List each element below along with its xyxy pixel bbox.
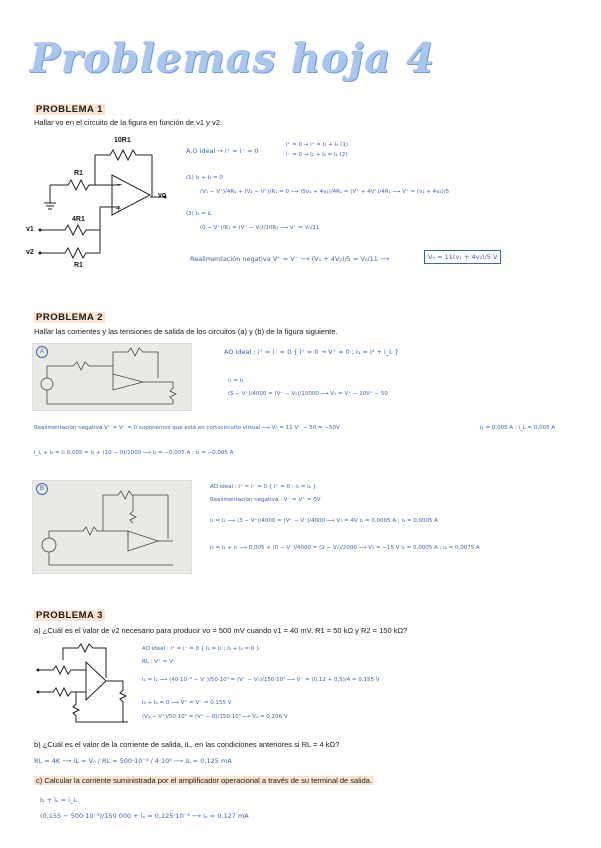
p1-work-7: (0 − V⁻)/R₁ = (V⁻ − V₀)/10R₁ ⟶ V⁻ = V₀/11 bbox=[200, 225, 320, 231]
p3a-work-1: AO ideal : i⁺ = i⁻ = 0 { I₁ = I₂ ; I₃ + I₄ = 0 } bbox=[142, 646, 260, 652]
figure-b-marker: B bbox=[36, 483, 48, 495]
label-4r1: 4R1 bbox=[72, 216, 85, 223]
problem-2-heading: PROBLEMA 2 bbox=[36, 312, 103, 323]
p2a-work-3: (5 − V⁻)/4000 = (V⁻ − V₀)/10000 ⟶ V₀ = V⁺ − 10V⁺ − 50 bbox=[228, 391, 388, 397]
p3a-work-4: I₃ + I₄ = 0 ⟶ V⁺ = V⁻ = 0,155 V bbox=[142, 700, 232, 706]
p1-work-4: (1) I₃ + I₄ = 0 bbox=[186, 175, 223, 181]
p1-work-5: (V₁ − V⁺)/4R₁ + (V₂ − V⁺)/R₁ = 0 ⟶ (5v₁ + 4v₂)/4R₁ = (V⁺ + 4V⁺)/4R₁ ⟶ V⁺ = (v₁ + 4v₂)/5 bbox=[200, 189, 450, 195]
p3b-work: RL = 4K ⟶ iL = V₀ / RL = 500·10⁻³ / 4·10³ ⟶ iL = 0,125 mA bbox=[34, 757, 232, 765]
circuit-1-diagram bbox=[40, 135, 170, 275]
p2a-work-4: Realimentación negativa V⁺ = V⁻ = 0 suponemos que está en cortocircuito virtual ⟶ V₀ = 11 V⁻ − 50 = −50V bbox=[34, 425, 340, 431]
p1-result-box: V₀ = 11(v₁ + 4v₂)/5 V bbox=[424, 250, 501, 264]
problem-2-statement: Hallar las corrientes y las tensiones de salida de los circuitos (a) y (b) de la figura siguiente. bbox=[34, 327, 338, 336]
label-v2: v2 bbox=[26, 249, 34, 256]
page-title: Problemas hoja 4 bbox=[30, 35, 436, 82]
circuit-b-photo bbox=[32, 480, 192, 574]
p3c-work-2: (0,155 − 500·10⁻³)/150 000 + iₒ = 0,125·10⁻³ ⟶ iₒ = 0,127 mA bbox=[40, 812, 249, 820]
p2b-work-2: Realimentación negativa : V⁻ = V⁺ = 0V bbox=[210, 497, 321, 503]
label-r1: R1 bbox=[74, 170, 83, 177]
problem-1-statement: Hallar vo en el circuito de la figura en función de v1 y v2. bbox=[34, 118, 223, 127]
problem-1-heading: PROBLEMA 1 bbox=[36, 104, 103, 115]
svg-text:−: − bbox=[116, 180, 123, 189]
p1-work-2: i⁺ = 0 → i⁺ = I₃ + I₄ (1) bbox=[286, 142, 348, 148]
p3a-work-5: (V₂ − V⁺)/50·10³ = (V⁺ − 0)/150·10³ ⟶ V₂ = 0,206 V bbox=[142, 714, 288, 720]
p2a-work-5: i₁ = 0,005 A ; i_L = 0,005 A bbox=[480, 425, 556, 431]
p2a-work-1: AO ideal : i⁺ = i⁻ = 0 { i⁺ = 0 → V⁺ = 0 ; i₁ = i² + i_L } bbox=[224, 348, 399, 356]
p3c-work-1: I₂ + iₒ = i_L bbox=[40, 796, 77, 804]
p1-work-8: Realimentación negativa V⁺ = V⁻ ⟶ (V₁ + 4V₂)/5 = V₀/11 ⟶ bbox=[190, 255, 390, 263]
label-vo: vo bbox=[158, 192, 167, 199]
p2b-work-4: i₃ = i₂ + i₁ ⟶ 0,005 + (0 − V⁻)/4000 = (2 − V₀)/2000 ⟶ V₀ = −15 V i₁ = 0,0005 A ; i₂ = 0,0075 A bbox=[210, 545, 480, 551]
circuit-a-photo bbox=[32, 343, 192, 411]
p3a-work-2: RL : V⁺ = V⁻ bbox=[142, 659, 176, 665]
p3a-work-3: I₁ = I₂ ⟶ (40·10⁻³ − V⁻)/50·10³ = (V⁻ − V₀)/150·10³ ⟶ V⁻ = (0,12 + 0,5)/4 = 0,155 V bbox=[142, 677, 380, 683]
p1-work-1: A.O ideal → i⁺ = i⁻ = 0 bbox=[186, 147, 259, 155]
p2b-work-3: i₁ = i₂ ⟶ (3 − V⁺)/4000 = (V⁺ − V⁻)/4000 ⟶ V₀ = 4V i₁ = 0,0005 A ; i₂ = 0,0005 A bbox=[210, 518, 439, 524]
problem-3-question-a: a) ¿Cuál es el valor de v2 necesario para producir vo = 500 mV cuando v1 = 40 mV, R1 = 50 kΩ y R2 = 150 kΩ? bbox=[34, 626, 408, 635]
label-r1-bottom: R1 bbox=[74, 262, 83, 269]
problem-3-question-b: b) ¿Cuál es el valor de la corriente de salida, iL, en las condiciones anteriores si RL = 4 kΩ? bbox=[34, 740, 340, 749]
svg-text:+: + bbox=[115, 204, 122, 213]
p2b-work-1: AO ideal : i⁺ = i⁻ = 0 { i⁺ = 0 ; i₁ = i₂ } bbox=[210, 484, 317, 490]
figure-a-marker: A bbox=[36, 346, 48, 358]
problem-3-question-c: c) Calcular la corriente suministrada por el amplificador operacional a través de su terminal de salida. bbox=[36, 776, 372, 785]
label-10r1: 10R1 bbox=[114, 137, 131, 144]
label-v1: v1 bbox=[26, 226, 34, 233]
problem-3-heading: PROBLEMA 3 bbox=[36, 610, 103, 621]
p1-work-6: (2) I₁ = I₂ bbox=[186, 211, 212, 217]
circuit-3-diagram bbox=[38, 640, 138, 732]
p2a-work-6: i_L + i₂ = i₁ 0,005 = i₂ + (10 − 0)/1000 ⟶ i₂ = −0,005 A ; i₂ = −0,005 A bbox=[34, 450, 234, 456]
p2a-work-2: i₁ = i₂ bbox=[228, 378, 244, 384]
p1-work-3: i⁻ = 0 → I₁ + I₂ = I₂ (2) bbox=[286, 152, 348, 158]
